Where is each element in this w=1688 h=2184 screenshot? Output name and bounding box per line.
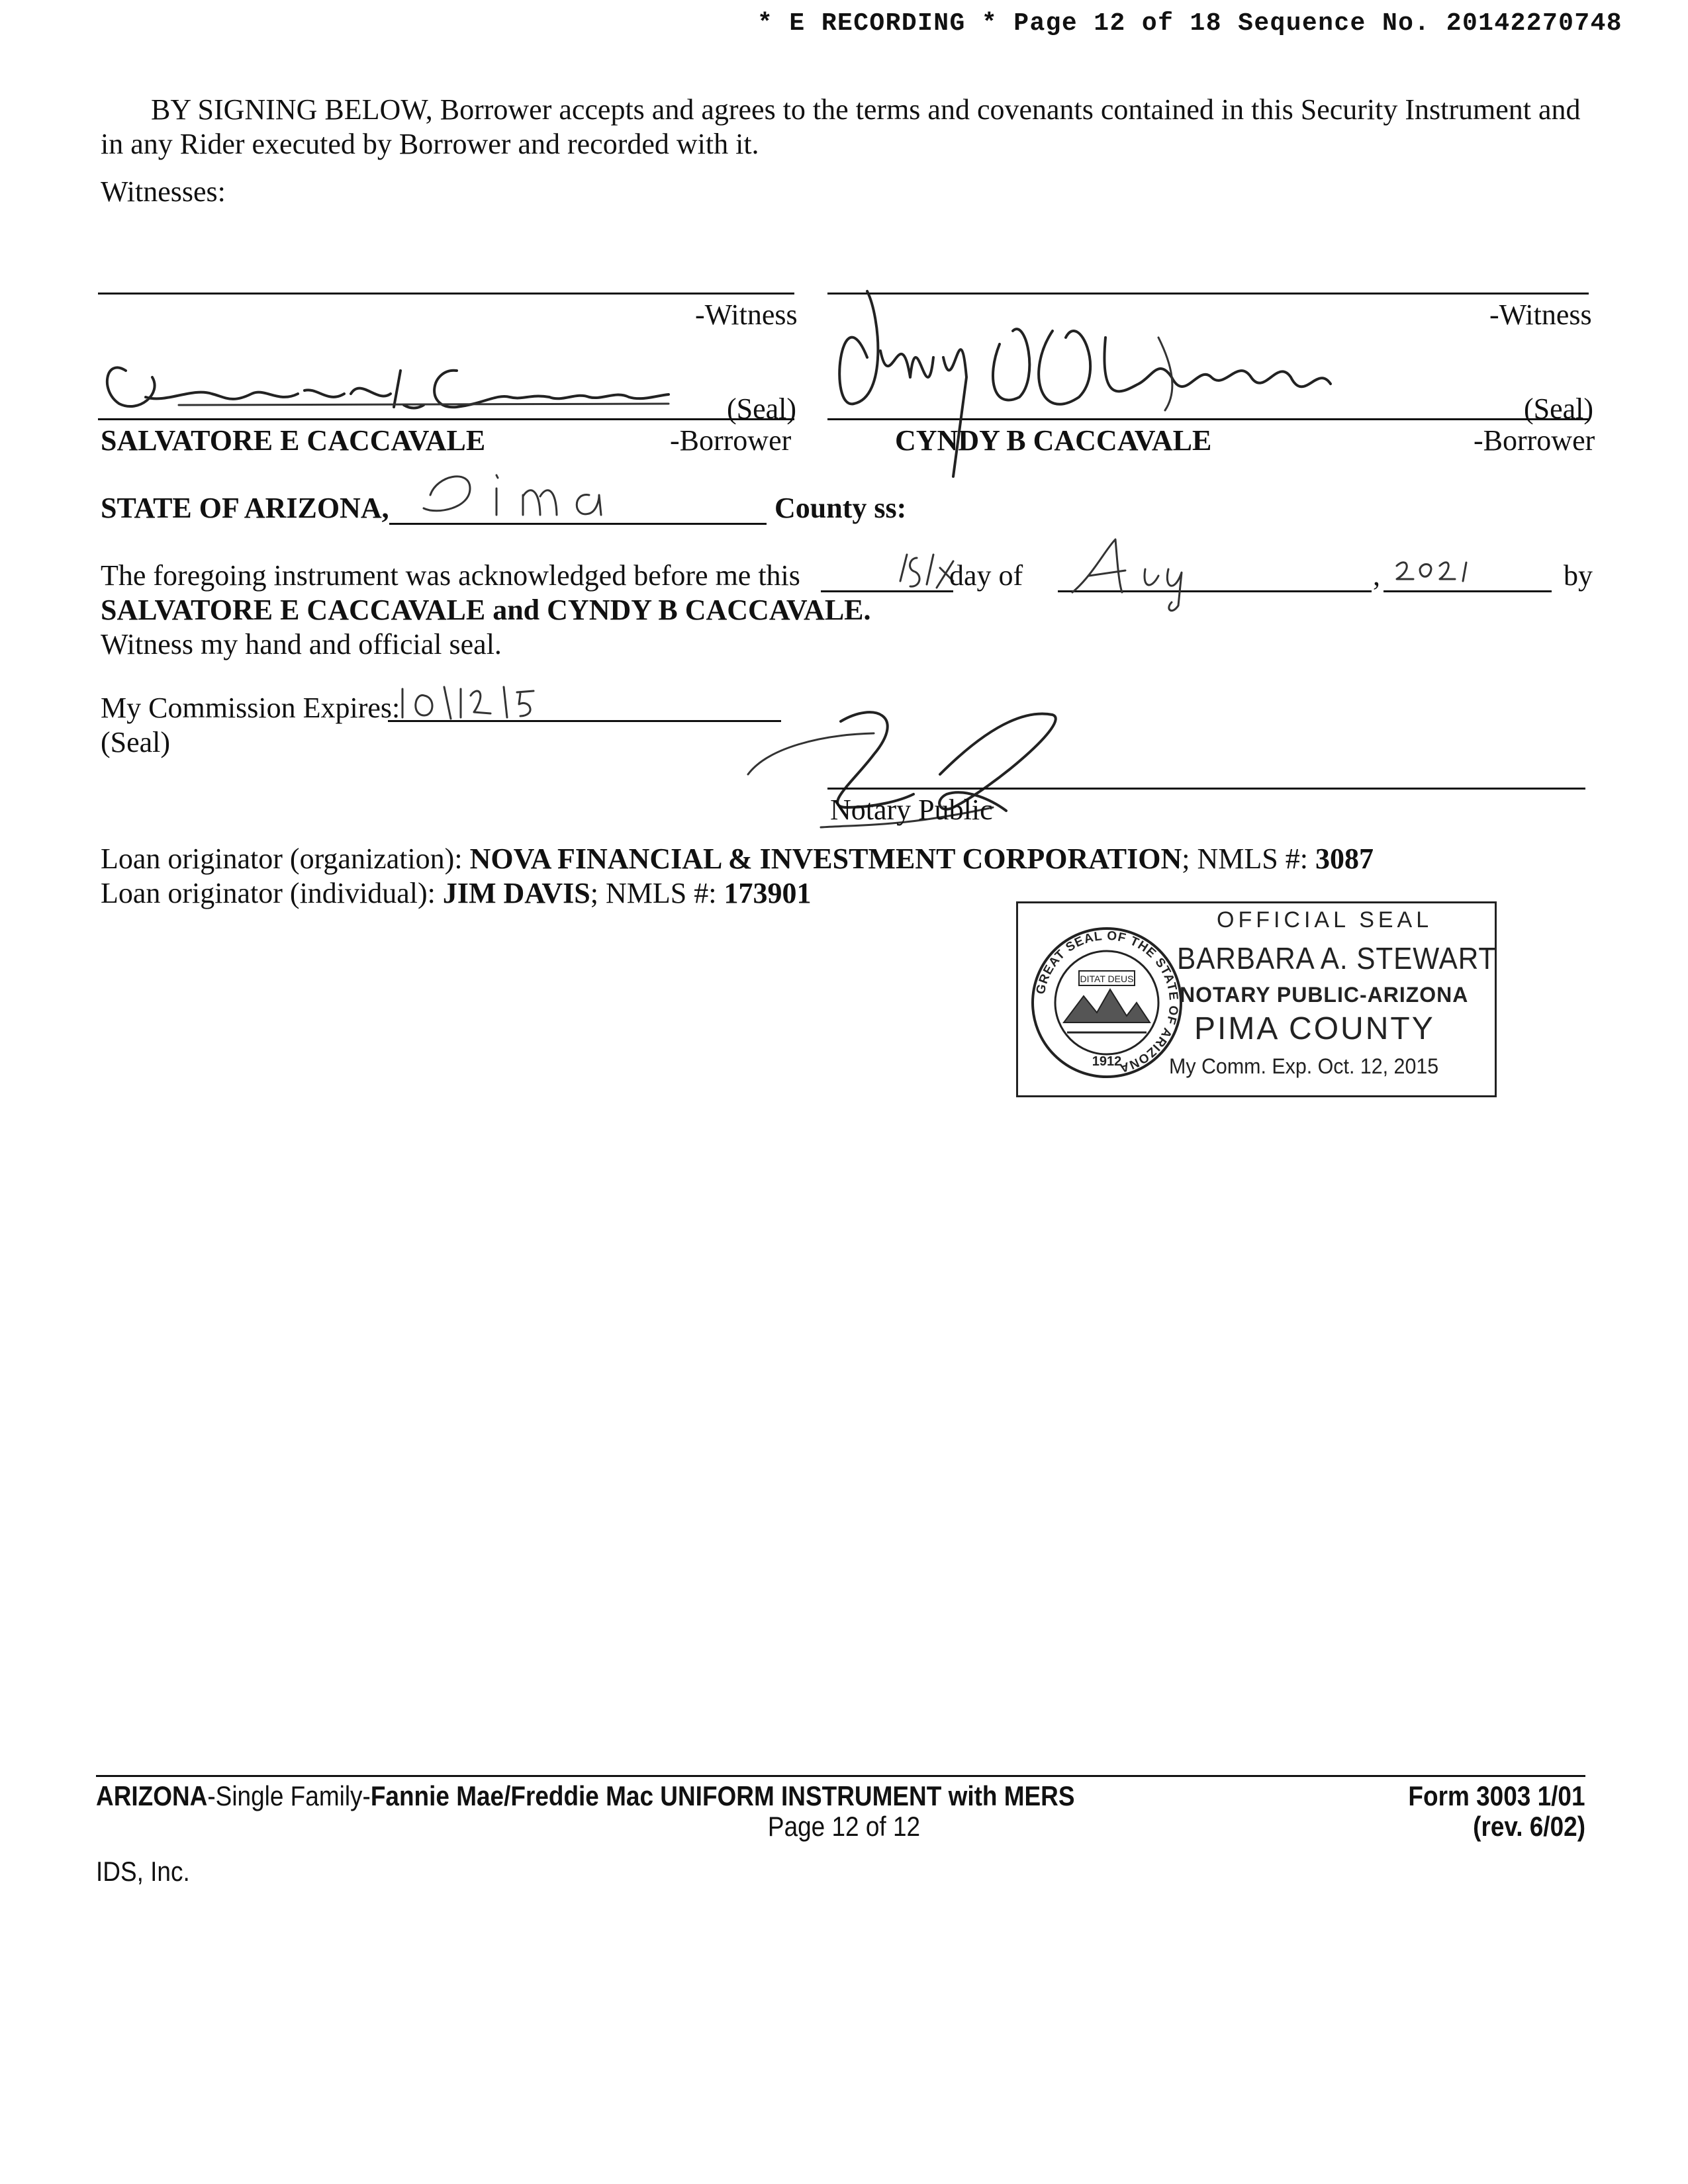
seal-motto: DITAT DEUS [1080, 974, 1134, 984]
borrower2-seal: (Seal) [1524, 392, 1594, 425]
loan-ind-nmls-label: ; NMLS #: [590, 877, 717, 909]
commission-label: My Commission Expires: [101, 692, 400, 724]
loan-org-name: NOVA FINANCIAL & INVESTMENT CORPORATION [469, 842, 1182, 875]
left-witness-label: -Witness [695, 298, 798, 331]
borrower1-seal: (Seal) [727, 392, 797, 425]
left-witness-line [98, 293, 794, 295]
footer-desc-bold: Fannie Mae/Freddie Mac UNIFORM INSTRUMENT with MERS [370, 1780, 1075, 1811]
recording-header: * E RECORDING * Page 12 of 18 Sequence No. 20142270748 [757, 9, 1622, 38]
stamp-line5: My Comm. Exp. Oct. 12, 2015 [1169, 1054, 1439, 1078]
loan-ind-row [101, 876, 811, 911]
stamp-line1: OFFICIAL SEAL [1217, 907, 1433, 933]
seal-year: 1912 [1092, 1054, 1122, 1069]
stamp-line3: NOTARY PUBLIC-ARIZONA [1180, 983, 1469, 1007]
notary-signature-line [827, 788, 1585, 790]
month-handwriting [1059, 529, 1258, 622]
footer-rev: (rev. 6/02) [1473, 1811, 1585, 1842]
loan-ind-name: JIM DAVIS [442, 877, 590, 909]
loan-ind-label: Loan originator (individual): [101, 877, 436, 909]
footer-form: Form 3003 1/01 [1408, 1780, 1585, 1811]
commission-handwriting [395, 679, 553, 725]
ack-prefix: The foregoing instrument was acknowledged before me this [101, 559, 800, 592]
footer-title [96, 1780, 1075, 1812]
notary-stamp [1016, 901, 1497, 1097]
ack-names: SALVATORE E CACCAVALE and CYNDY B CACCAVALE. [101, 594, 871, 626]
year-handwriting [1390, 549, 1489, 589]
by-label: by [1564, 559, 1593, 592]
footer-page-text: Page 12 of 12 [767, 1811, 921, 1842]
footer-vendor: IDS, Inc. [96, 1856, 190, 1887]
loan-org-label: Loan originator (organization): [101, 842, 463, 875]
year-line [1383, 590, 1552, 592]
intro-paragraph [101, 93, 1590, 161]
witness-hand: Witness my hand and official seal. [101, 628, 502, 660]
loan-org-nmls-label: ; NMLS #: [1182, 842, 1308, 875]
day-of-label: day of [949, 559, 1023, 592]
loan-org-nmls: 3087 [1315, 842, 1374, 875]
footer-page [101, 1811, 1587, 1843]
seal-ring-text: GREAT SEAL OF THE STATE OF ARIZONA [1033, 929, 1181, 1075]
footer-rule [96, 1775, 1585, 1777]
stamp-line2: BARBARA A. STEWART [1177, 941, 1497, 976]
borrower1-role: -Borrower [670, 424, 792, 457]
stamp-line4: PIMA COUNTY [1194, 1011, 1435, 1046]
footer-desc-regular: -Single Family- [207, 1780, 371, 1811]
right-witness-label: -Witness [1489, 298, 1592, 331]
notary-public-label: Notary Public [830, 794, 993, 826]
borrower2-signature [827, 278, 1390, 483]
county-label: County ss: [774, 492, 907, 524]
borrower2-name: CYNDY B CACCAVALE [895, 424, 1212, 457]
borrower1-signature [99, 331, 695, 443]
seal-label: (Seal) [101, 726, 171, 758]
borrower1-name: SALVATORE E CACCAVALE [101, 424, 486, 457]
footer-state: ARIZONA [96, 1780, 208, 1811]
state-label: STATE OF ARIZONA, [101, 492, 389, 524]
borrower2-role: -Borrower [1474, 424, 1595, 457]
county-line [389, 523, 767, 525]
loan-ind-nmls: 173901 [724, 877, 812, 909]
loan-org-row [101, 842, 1374, 876]
intro-text: BY SIGNING BELOW, Borrower accepts and agrees to the terms and covenants contained in this Security Instrument and in any Rider executed by Borrower and recorded with it. [101, 93, 1581, 160]
arizona-seal-icon [1027, 923, 1186, 1082]
witnesses-label: Witnesses: [101, 175, 226, 208]
county-handwriting [410, 455, 622, 522]
month-comma: , [1373, 559, 1380, 592]
